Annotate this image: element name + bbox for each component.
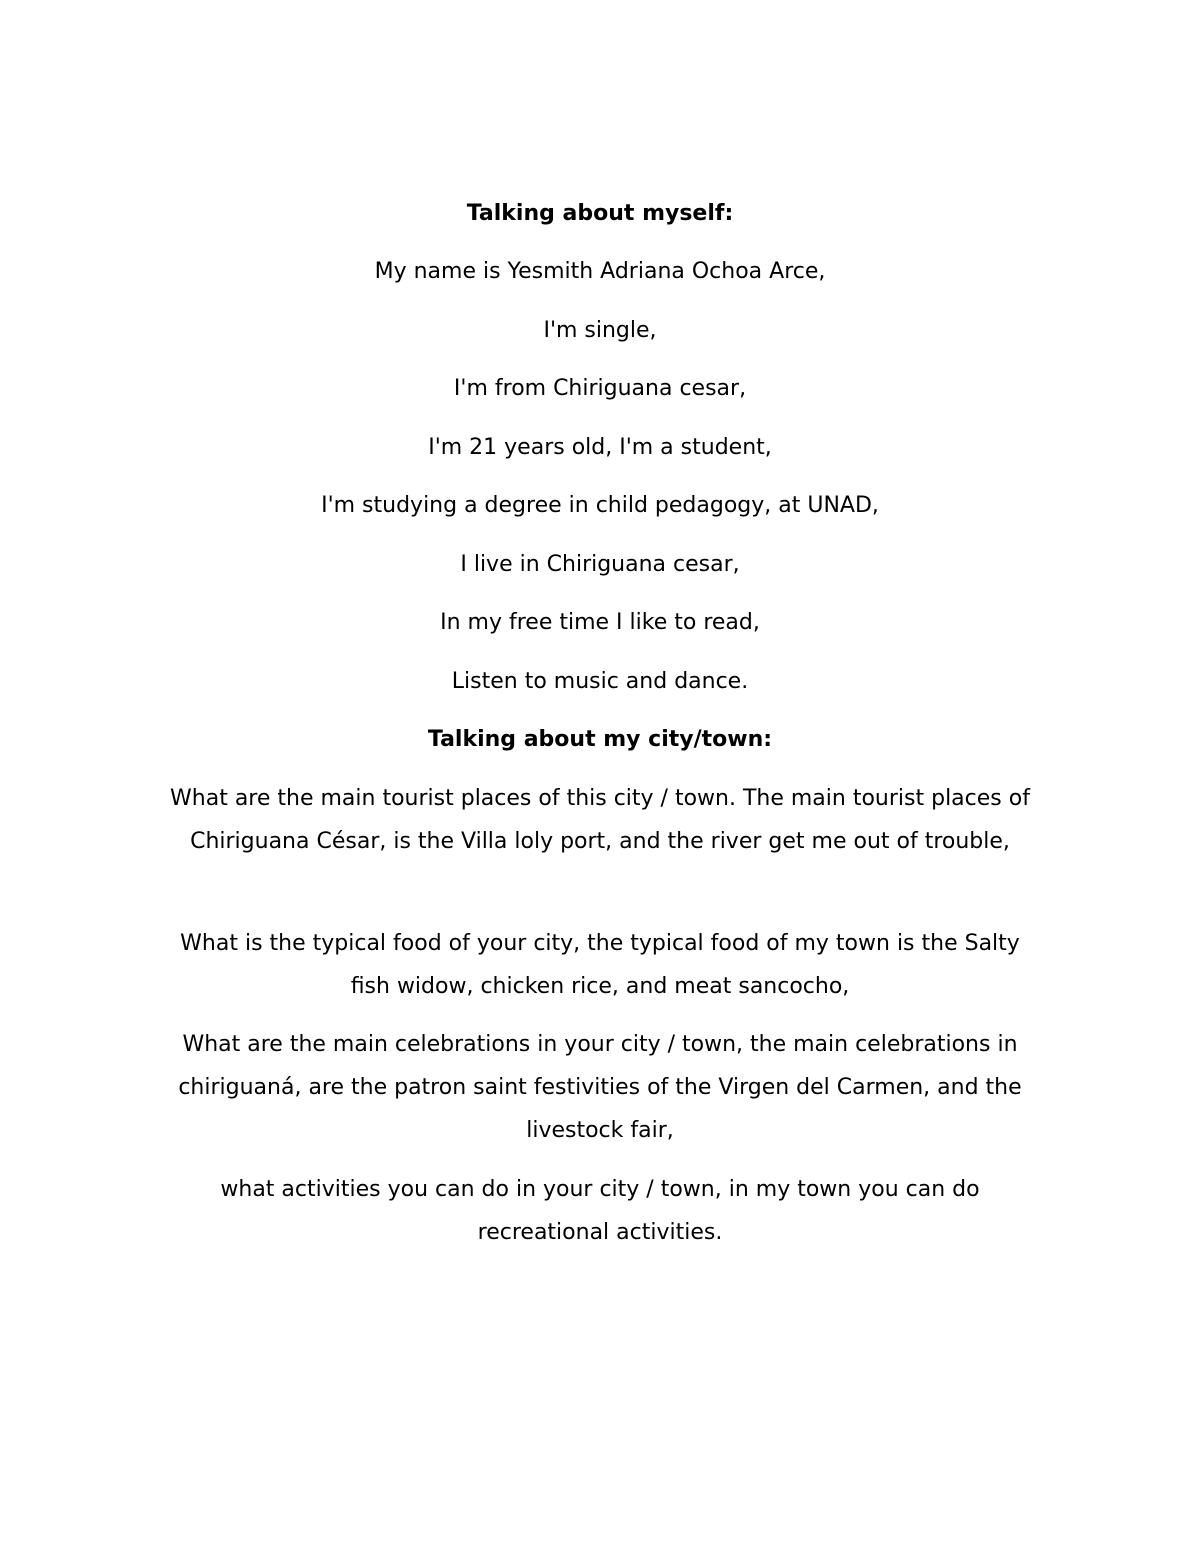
about-myself-line: My name is Yesmith Adriana Ochoa Arce, xyxy=(374,259,826,284)
about-myself-line: I'm studying a degree in child pedagogy, at UNAD, xyxy=(321,493,879,518)
city-paragraph-typical-food: What is the typical food of your city, the typical food of my town is the Salty fish widow, chicken rice, and meat sancocho, xyxy=(180,931,1020,999)
heading-about-city: Talking about my city/town: xyxy=(427,727,773,752)
about-myself-line: I'm single, xyxy=(543,318,657,343)
about-myself-line: I'm 21 years old, I'm a student, xyxy=(428,435,772,460)
city-paragraph-activities: what activities you can do in your city / town, in my town you can do recreational activities. xyxy=(220,1177,980,1245)
heading-about-myself: Talking about myself: xyxy=(466,201,734,226)
city-paragraph-tourist-places: What are the main tourist places of this city / town. The main tourist places of Chiriguana César, is the Villa loly port, and the river get me out of trouble, xyxy=(170,786,1030,854)
about-myself-line: Listen to music and dance. xyxy=(451,669,749,694)
about-myself-line: In my free time I like to read, xyxy=(440,610,760,635)
about-myself-line: I live in Chiriguana cesar, xyxy=(460,552,740,577)
about-myself-line: I'm from Chiriguana cesar, xyxy=(453,376,747,401)
city-paragraph-celebrations: What are the main celebrations in your city / town, the main celebrations in chiriguaná, are the patron saint festivities of the Virgen del Carmen, and the livestock fair, xyxy=(178,1032,1022,1143)
